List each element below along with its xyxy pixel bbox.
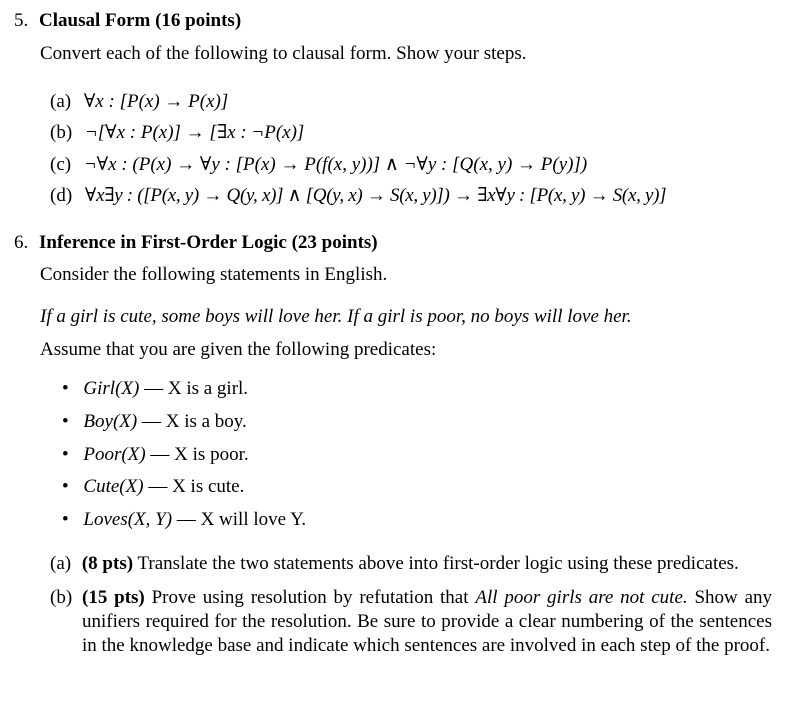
predicate-description: — X is poor. — [150, 444, 249, 465]
section-5-item-a — [50, 90, 228, 114]
predicate-symbol: Boy(X) — [83, 411, 138, 432]
section-5-instruction: Convert each of the following to clausal form. Show your steps. — [40, 43, 527, 64]
section-6-intro: Consider the following statements in English. — [40, 264, 388, 285]
predicate-item — [62, 410, 247, 434]
formula: ¬[∀x : P(x)] → [∃x : ¬P(x)] — [84, 122, 305, 143]
predicate-item — [62, 508, 306, 532]
predicate-description: — X will love Y. — [176, 509, 307, 530]
item-label: (c) — [50, 154, 72, 175]
predicate-item — [62, 377, 248, 401]
part-points: (15 pts) — [82, 587, 145, 608]
section-5-title: Clausal Form (16 points) — [39, 10, 242, 31]
predicate-description: — X is cute. — [148, 476, 245, 497]
section-6-predicates-intro: Assume that you are given the following predicates: — [40, 339, 437, 360]
section-6-part-a — [50, 552, 739, 576]
part-points: (8 pts) — [81, 553, 134, 574]
bullet-icon: • — [62, 411, 69, 432]
predicate-symbol: Poor(X) — [83, 444, 146, 465]
item-label: (a) — [50, 91, 72, 112]
predicate-symbol: Cute(X) — [83, 476, 144, 497]
section-6-title: Inference in First-Order Logic (23 points) — [39, 232, 378, 253]
part-text: Translate the two statements above into first-order logic using these predicates. — [137, 553, 739, 574]
section-6-number: 6. — [14, 232, 29, 253]
section-5-item-c — [50, 153, 587, 177]
section-6-part-b-label: (b) — [50, 587, 73, 608]
predicate-symbol: Girl(X) — [83, 378, 140, 399]
section-5-item-d — [50, 184, 666, 208]
section-6-statement: If a girl is cute, some boys will love her. If a girl is poor, no boys will love her. — [40, 306, 632, 327]
predicate-description: — X is a boy. — [141, 411, 247, 432]
bullet-icon: • — [62, 509, 69, 530]
part-text-after: Show any unifiers required for the resolution. Be sure to provide a clear numbering of the sentences in the knowledge base and indicate which sentences are involved in each step of the proof. — [82, 587, 772, 656]
predicate-description: — X is a girl. — [144, 378, 249, 399]
formula: ∀x : [P(x) → P(x)] — [83, 91, 229, 112]
part-quote: All poor girls are not cute. — [475, 587, 688, 608]
bullet-icon: • — [62, 378, 69, 399]
predicate-item — [62, 443, 249, 467]
section-6-heading — [14, 231, 378, 255]
predicate-item — [62, 475, 244, 499]
predicate-symbol: Loves(X, Y) — [83, 509, 173, 530]
section-6-part-b — [82, 586, 772, 658]
item-label: (d) — [50, 185, 73, 206]
part-label: (a) — [50, 553, 72, 574]
formula: ∀x∃y : ([P(x, y) → Q(y, x)] ∧ [Q(y, x) → S(x, y)]) → ∃x∀y : [P(x, y) → S(x, y)] — [84, 185, 667, 206]
section-5-item-b — [50, 121, 304, 145]
bullet-icon: • — [62, 444, 69, 465]
section-5-number: 5. — [14, 10, 29, 31]
section-5-heading — [14, 9, 241, 33]
bullet-icon: • — [62, 476, 69, 497]
part-text-before: Prove using resolution by refutation that — [151, 587, 476, 608]
formula: ¬∀x : (P(x) → ∀y : [P(x) → P(f(x, y))] ∧ ¬∀y : [Q(x, y) → P(y)]) — [83, 154, 588, 175]
item-label: (b) — [50, 122, 73, 143]
